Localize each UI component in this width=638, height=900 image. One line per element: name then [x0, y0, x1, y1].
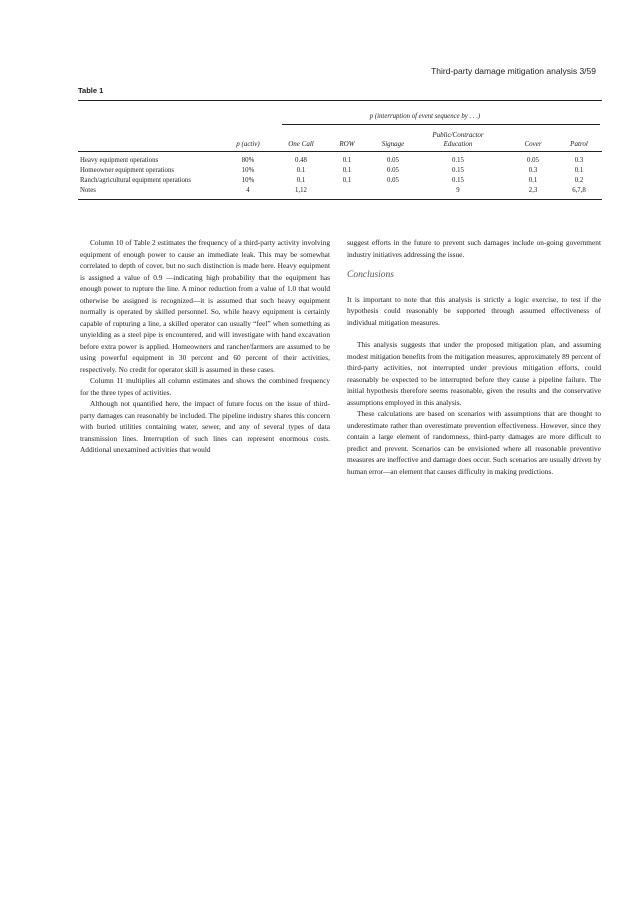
section-title: Conclusions: [347, 270, 394, 280]
paragraph-gap: [347, 328, 601, 339]
body-paragraph: Column 11 multiplies all column estimates and shows the combined frequency for the three types of activities.: [80, 376, 330, 397]
row-label: Homeowner equipment operations: [80, 167, 174, 174]
row-label: Notes: [80, 187, 96, 194]
cell-activ: 10%: [241, 177, 255, 184]
cell-cover: 0.3: [528, 167, 538, 174]
body-paragraph: These calculations are based on scenarios with assumptions that are thought to underestimate rather than overestimate prevention effectiveness. However, since they contain a large element of randomness, third-party damages are more difficult to predict and prevent. Scenarios can be envisioned where all reasonable preventive measures are ineffective and damage does occur. Such scenarios are usually driven by human error—an element that causes difficulty in making predictions.: [347, 409, 601, 476]
header-rule: [78, 151, 602, 152]
table-label: Table 1: [78, 86, 104, 95]
table-span-heading: p (interruption of event sequence by . . .): [369, 113, 481, 120]
body-paragraph: Although not quantified here, the impact of future focus on the issue of third-party damages can reasonably be included. The pipeline industry shares this concern with buried utilities containing water, sewer, and any of several types of data transmission lines. Interruption of such lines can represent enormous costs. Additional unexamined activities that would: [80, 399, 330, 454]
body-paragraph: suggest efforts in the future to prevent such damages include on-going government industry initiatives addressing the issue.: [347, 238, 601, 259]
cell-row: 0.1: [342, 157, 352, 164]
cell-cover: 2,3: [528, 187, 538, 194]
col-head-education-top: Public/Contractor: [432, 131, 484, 139]
cell-activ: 80%: [241, 157, 255, 164]
table-row: [80, 187, 600, 197]
cell-education: 0.15: [452, 167, 464, 174]
table-row: [80, 167, 600, 177]
col-head-activ: p (activ): [236, 140, 260, 148]
running-header: Third-party damage mitigation analysis 3/59: [431, 66, 596, 76]
span-rule: [282, 124, 600, 125]
col-head-signage: Signage: [381, 140, 405, 148]
col-head-row: ROW: [339, 140, 355, 148]
body-paragraph: It is important to note that this analysis is strictly a logic exercise, to test if the hypothesis could reasonably be supported through assumed effectiveness of individual mitigation measures.: [347, 294, 601, 327]
col-head-cover: Cover: [524, 140, 542, 148]
cell-patrol: 6,7,8: [572, 187, 586, 194]
cell-education: 9: [456, 187, 460, 194]
cell-one-call: 0.1: [296, 167, 306, 174]
row-label: Heavy equipment operations: [80, 157, 159, 164]
body-paragraph: This analysis suggests that under the proposed mitigation plan, and assuming modest mitigation benefits from the mitigation measures, approximately 89 percent of third-party activities, not interrupted under previous mitigation efforts, could reasonably be expected to be interrupted before they cause a pipeline failure. The initial hypothesis therefore seems reasonable, given the results and the conservative assumptions employed in this analysis.: [347, 340, 601, 407]
table-row: [80, 177, 600, 187]
cell-patrol: 0.2: [574, 177, 584, 184]
col-head-one-call: One Call: [288, 140, 314, 148]
cell-signage: 0.05: [387, 167, 399, 174]
cell-activ: 4: [246, 187, 250, 194]
cell-cover: 0.05: [527, 157, 539, 164]
cell-one-call: 0.48: [295, 157, 307, 164]
cell-signage: 0.05: [387, 157, 399, 164]
cell-row: 0.1: [342, 167, 352, 174]
cell-one-call: 0.1: [296, 177, 306, 184]
cell-row: 0.1: [342, 177, 352, 184]
cell-one-call: 1,12: [295, 187, 307, 194]
cell-patrol: 0.1: [574, 167, 584, 174]
cell-activ: 10%: [241, 167, 255, 174]
cell-cover: 0.1: [528, 177, 538, 184]
table-top-rule: [78, 100, 602, 101]
cell-education: 0.15: [452, 177, 464, 184]
row-label: Ranch/agricultural equipment operations: [80, 177, 191, 184]
body-paragraph: Column 10 of Table 2 estimates the frequency of a third-party activity involving equipment of enough power to cause an immediate leak. This may be somewhat correlated to depth of cover, but no such distinction is made here. Heavy equipment is assigned a value of 0.9 —indicating high probability that the equipment has enough power to rupture the line. A minor reduction from a value of 1.0 that would otherwise be assigned is recognized—it is assumed that such heavy equipment normally is operated by skilled personnel. So, while heavy equipment is certainly capable of rupturing a line, a skilled operator can usually “feel” when something as unyielding as a steel pipe is encountered, and will investigate with hand excavation before extra power is applied. Homeowners and rancher/farmers are assumed to be using powerful equipment in 30 percent and 60 percent of their activities, respectively. No credit for operator skill is assumed in these cases.: [80, 238, 330, 374]
table-row: [80, 157, 600, 167]
col-head-education: Education: [443, 140, 473, 148]
cell-patrol: 0.3: [574, 157, 584, 164]
cell-education: 0.15: [452, 157, 464, 164]
cell-signage: 0.05: [387, 177, 399, 184]
table-bottom-rule: [78, 199, 602, 200]
left-column: [80, 237, 330, 456]
col-head-patrol: Patrol: [570, 140, 588, 148]
right-column: [347, 237, 601, 477]
